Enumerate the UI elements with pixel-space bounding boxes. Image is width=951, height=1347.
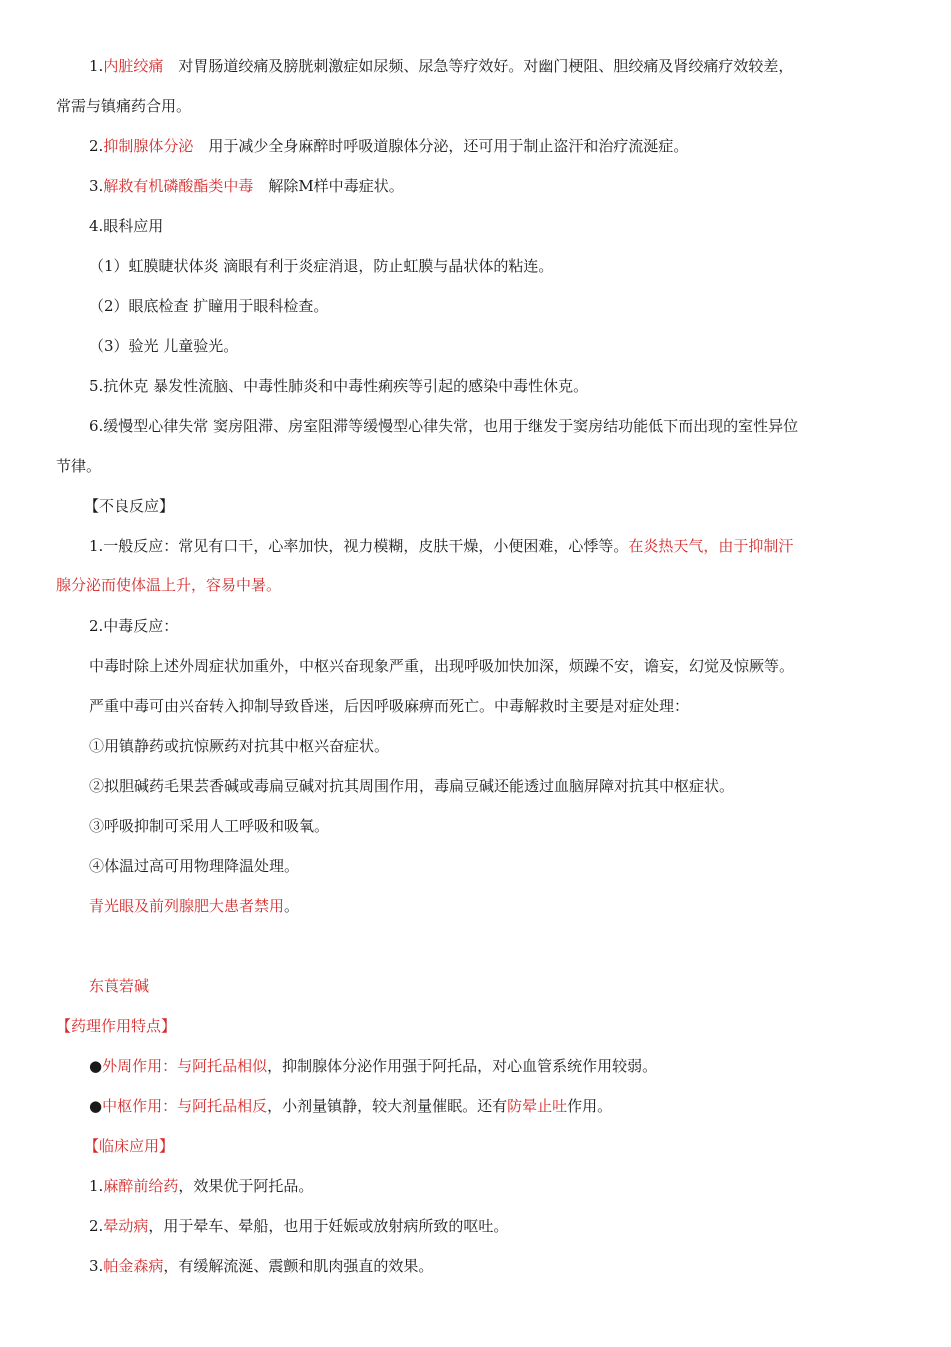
line-text: ，小剂量镇静，较大剂量催眠。还有: [267, 1097, 508, 1115]
text-line: [89, 176, 404, 196]
line-text: 5.抗休克 暴发性流脑、中毒性肺炎和中毒性痢疾等引起的感染中毒性休克。: [89, 377, 589, 395]
section-heading: [56, 1016, 176, 1036]
line-prefix: 2.: [89, 1217, 104, 1235]
line-text: 6.缓慢型心律失常 窦房阻滞、房室阻滞等缓慢型心律失常，也用于继发于窦房结功能低下而出现的室性异位: [89, 417, 799, 435]
line-text: 对胃肠道绞痛及膀胱刺激症如尿频、尿急等疗效好。对幽门梗阻、胆绞痛及肾绞痛疗效较差，: [163, 57, 794, 75]
bullet: ●: [89, 1057, 103, 1075]
line-text: 1.一般反应：常见有口干，心率加快，视力模糊，皮肤干燥，小便困难，心悸等。: [89, 537, 629, 555]
line-prefix: 1.: [89, 57, 104, 75]
line-text: 常需与镇痛药合用。: [56, 97, 192, 115]
highlight-text: 内脏绞痛: [103, 57, 164, 75]
line-prefix: 2.: [89, 137, 104, 155]
text-line: [89, 1096, 612, 1116]
line-text: （2）眼底检查 扩瞳用于眼科检查。: [89, 297, 329, 315]
heading-text: 【药理作用特点】: [56, 1017, 177, 1035]
line-text: ，有缓解流涎、震颤和肌肉强直的效果。: [163, 1257, 434, 1275]
line-text: ③呼吸抑制可采用人工呼吸和吸氧。: [89, 817, 330, 835]
line-prefix: 1.: [89, 1177, 104, 1195]
text-line: [89, 896, 299, 916]
section-heading: [84, 496, 174, 516]
text-line: [89, 1056, 657, 1076]
highlight-text: 抑制腺体分泌: [103, 137, 194, 155]
highlight-text: 外周作用：与阿托品相似: [102, 1057, 268, 1075]
line-text: 。: [284, 897, 300, 915]
line-text: （3）验光 儿童验光。: [89, 337, 239, 355]
highlight-text: 腺分泌而使体温上升，容易中暑。: [56, 576, 282, 594]
text-line: [89, 816, 329, 836]
line-text: ④体温过高可用物理降温处理。: [89, 857, 300, 875]
line-text: 解除M样中毒症状。: [253, 177, 404, 195]
drug-title: [89, 976, 149, 996]
heading-text: 【临床应用】: [84, 1137, 175, 1155]
line-text: ，效果优于阿托品。: [178, 1177, 314, 1195]
line-text: ②拟胆碱药毛果芸香碱或毒扁豆碱对抗其周围作用，毒扁豆碱还能透过血脑屏障对抗其中枢症状。: [89, 777, 735, 795]
line-text: ，用于晕车、晕船，也用于妊娠或放射病所致的呕吐。: [148, 1217, 509, 1235]
line-text: 中毒时除上述外周症状加重外，中枢兴奋现象严重，出现呼吸加快加深，烦躁不安，谵妄，幻觉及惊厥等。: [89, 657, 795, 675]
line-text: 严重中毒可由兴奋转入抑制导致昏迷，后因呼吸麻痹而死亡。中毒解救时主要是对症处理：: [89, 697, 690, 715]
section-heading: [84, 1136, 174, 1156]
text-line: [56, 575, 281, 595]
highlight-text: 麻醉前给药: [103, 1177, 179, 1195]
line-text: ，抑制腺体分泌作用强于阿托品，对心血管系统作用较弱。: [267, 1057, 658, 1075]
text-line: [89, 616, 178, 636]
heading-text: 【不良反应】: [84, 497, 175, 515]
line-prefix: 3.: [89, 177, 104, 195]
text-line: [89, 376, 588, 396]
highlight-text: 防晕止吐: [507, 1097, 568, 1115]
text-line: [89, 296, 328, 316]
line-prefix: 3.: [89, 1257, 104, 1275]
drug-name: 东莨菪碱: [89, 977, 150, 995]
highlight-text: 中枢作用：与阿托品相反: [102, 1097, 268, 1115]
text-line: [56, 96, 191, 116]
highlight-text: 在炎热天气，由于抑制汗: [628, 537, 794, 555]
line-text: 用于减少全身麻醉时呼吸道腺体分泌，还可用于制止盗汗和治疗流涎症。: [193, 137, 689, 155]
text-line: [89, 1256, 433, 1276]
text-line: [89, 216, 163, 236]
line-text: 节律。: [56, 457, 102, 475]
line-text: 作用。: [567, 1097, 613, 1115]
text-line: [89, 696, 689, 716]
line-text: ①用镇静药或抗惊厥药对抗其中枢兴奋症状。: [89, 737, 390, 755]
text-line: [89, 136, 688, 156]
text-line: [56, 456, 101, 476]
text-line: [89, 1216, 508, 1236]
text-line: [89, 656, 794, 676]
text-line: [89, 1176, 313, 1196]
text-line: [89, 536, 793, 556]
line-text: 2.中毒反应：: [89, 617, 179, 635]
highlight-text: 晕动病: [103, 1217, 149, 1235]
highlight-text: 解救有机磷酸酯类中毒: [103, 177, 254, 195]
text-line: [89, 256, 553, 276]
text-line: [89, 856, 299, 876]
highlight-text: 青光眼及前列腺肥大患者禁用: [89, 897, 285, 915]
text-line: [89, 416, 798, 436]
line-text: （1）虹膜睫状体炎 滴眼有利于炎症消退，防止虹膜与晶状体的粘连。: [89, 257, 554, 275]
text-line: [89, 736, 389, 756]
line-text: 4.眼科应用: [89, 217, 164, 235]
bullet: ●: [89, 1097, 103, 1115]
text-line: [89, 776, 734, 796]
text-line: [89, 56, 793, 76]
text-line: [89, 336, 238, 356]
highlight-text: 帕金森病: [103, 1257, 164, 1275]
